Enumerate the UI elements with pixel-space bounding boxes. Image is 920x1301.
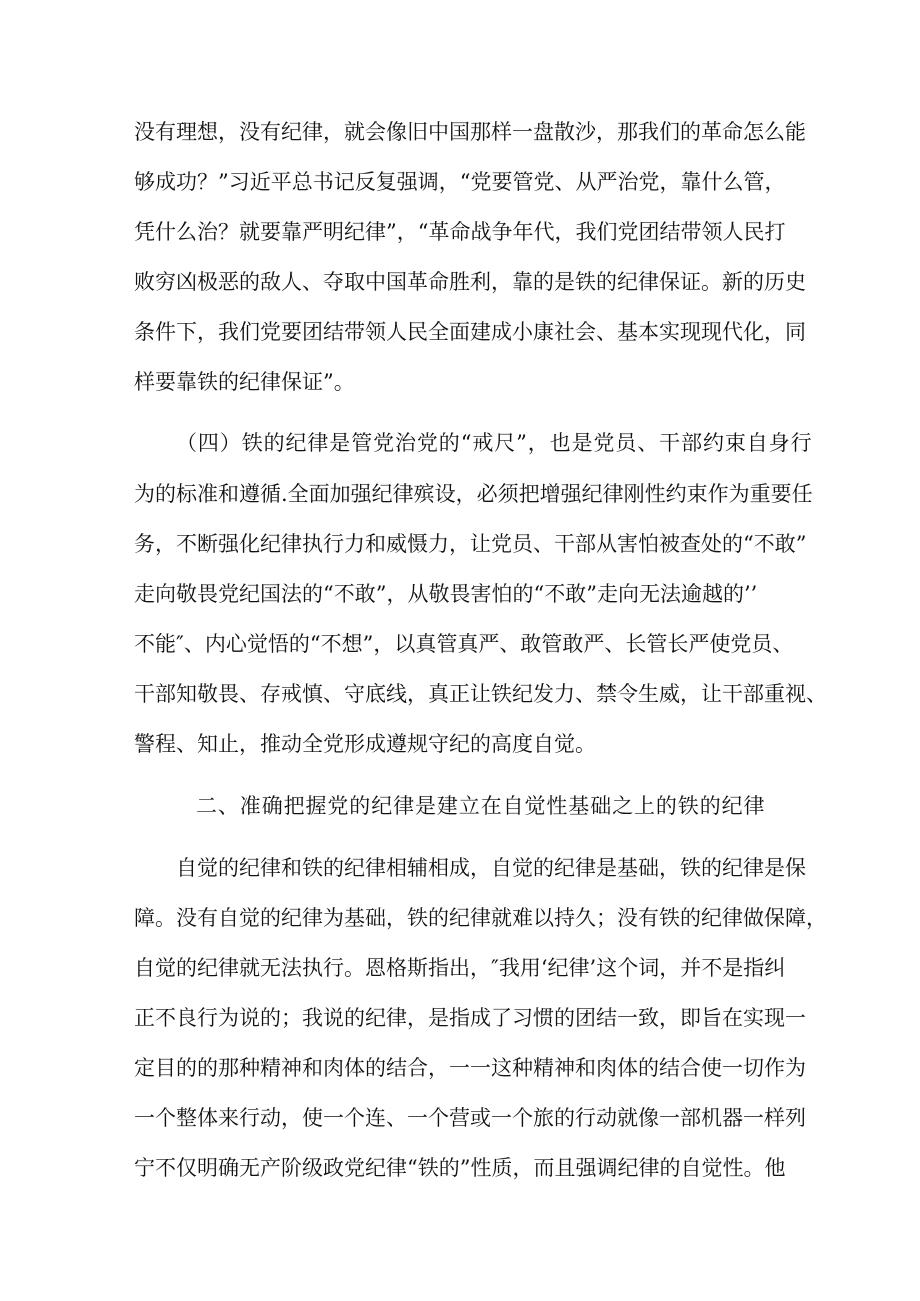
text-line: 够成功？”习近平总书记反复强调，“党要管党、从严治党，靠什么管， bbox=[134, 170, 786, 194]
text-line: 警程、知止，推动全党形成遵规守纪的高度自觉。 bbox=[134, 732, 596, 756]
text-line: 走向敬畏党纪国法的“不敢”，从敬畏害怕的“不敢”走向无法逾越的’’ bbox=[134, 582, 758, 606]
text-line: 宁不仅明确无产阶级政党纪律“铁的”性质，而且强调纪律的自觉性。他 bbox=[134, 1156, 786, 1180]
text-line: 没有理想，没有纪律，就会像旧中国那样一盘散沙，那我们的革命怎么能 bbox=[134, 120, 806, 144]
text-line: 定目的的那种精神和肉体的结合，一一这种精神和肉体的结合使一切作为 bbox=[134, 1056, 806, 1080]
text-line: 干部知敬畏、存戒慎、守底线，真正让铁纪发力、禁令生威，让干部重视、 bbox=[134, 682, 827, 706]
text-line: 自觉的纪律就无法执行。恩格斯指出，″我用‘纪律’这个词，并不是指纠 bbox=[134, 956, 786, 980]
text-line: 障。没有自觉的纪律为基础，铁的纪律就难以持久；没有铁的纪律做保障， bbox=[134, 906, 827, 930]
text-line: 样要靠铁的纪律保证”。 bbox=[134, 370, 355, 394]
text-line: 务，不断强化纪律执行力和威慑力，让党员、干部从害怕被查处的“不敢” bbox=[134, 532, 807, 556]
text-line: 败穷凶极恶的敌人、夺取中国革命胜利，靠的是铁的纪律保证。新的历史 bbox=[134, 270, 806, 294]
text-line: 凭什么治？就要靠严明纪律”，“革命战争年代，我们党团结带领人民打 bbox=[134, 220, 786, 244]
text-line: 一个整体来行动，使一个连、一个营或一个旅的行动就像一部机器一样列 bbox=[134, 1106, 806, 1130]
text-line: 条件下，我们党要团结带领人民全面建成小康社会、基本实现现代化，同 bbox=[134, 320, 806, 344]
text-line: （四）铁的纪律是管党治党的“戒尺”，也是党员、干部约束自身行 bbox=[176, 431, 813, 455]
text-line: 为的标准和遵循.全面加强纪律殡设，必须把增强纪律刚性约束作为重要任 bbox=[134, 482, 813, 506]
section-heading: 二、准确把握党的纪律是建立在自觉性基础之上的铁的纪律 bbox=[196, 794, 766, 818]
text-line: 正不良行为说的；我说的纪律，是指成了习惯的团结一致，即旨在实现一 bbox=[134, 1006, 806, 1030]
text-line: 自觉的纪律和铁的纪律相辅相成，自觉的纪律是基础，铁的纪律是保 bbox=[176, 856, 806, 880]
text-line: 不能″、内心觉悟的“不想”，以真管真严、敢管敢严、长管长严使党员、 bbox=[134, 632, 794, 656]
